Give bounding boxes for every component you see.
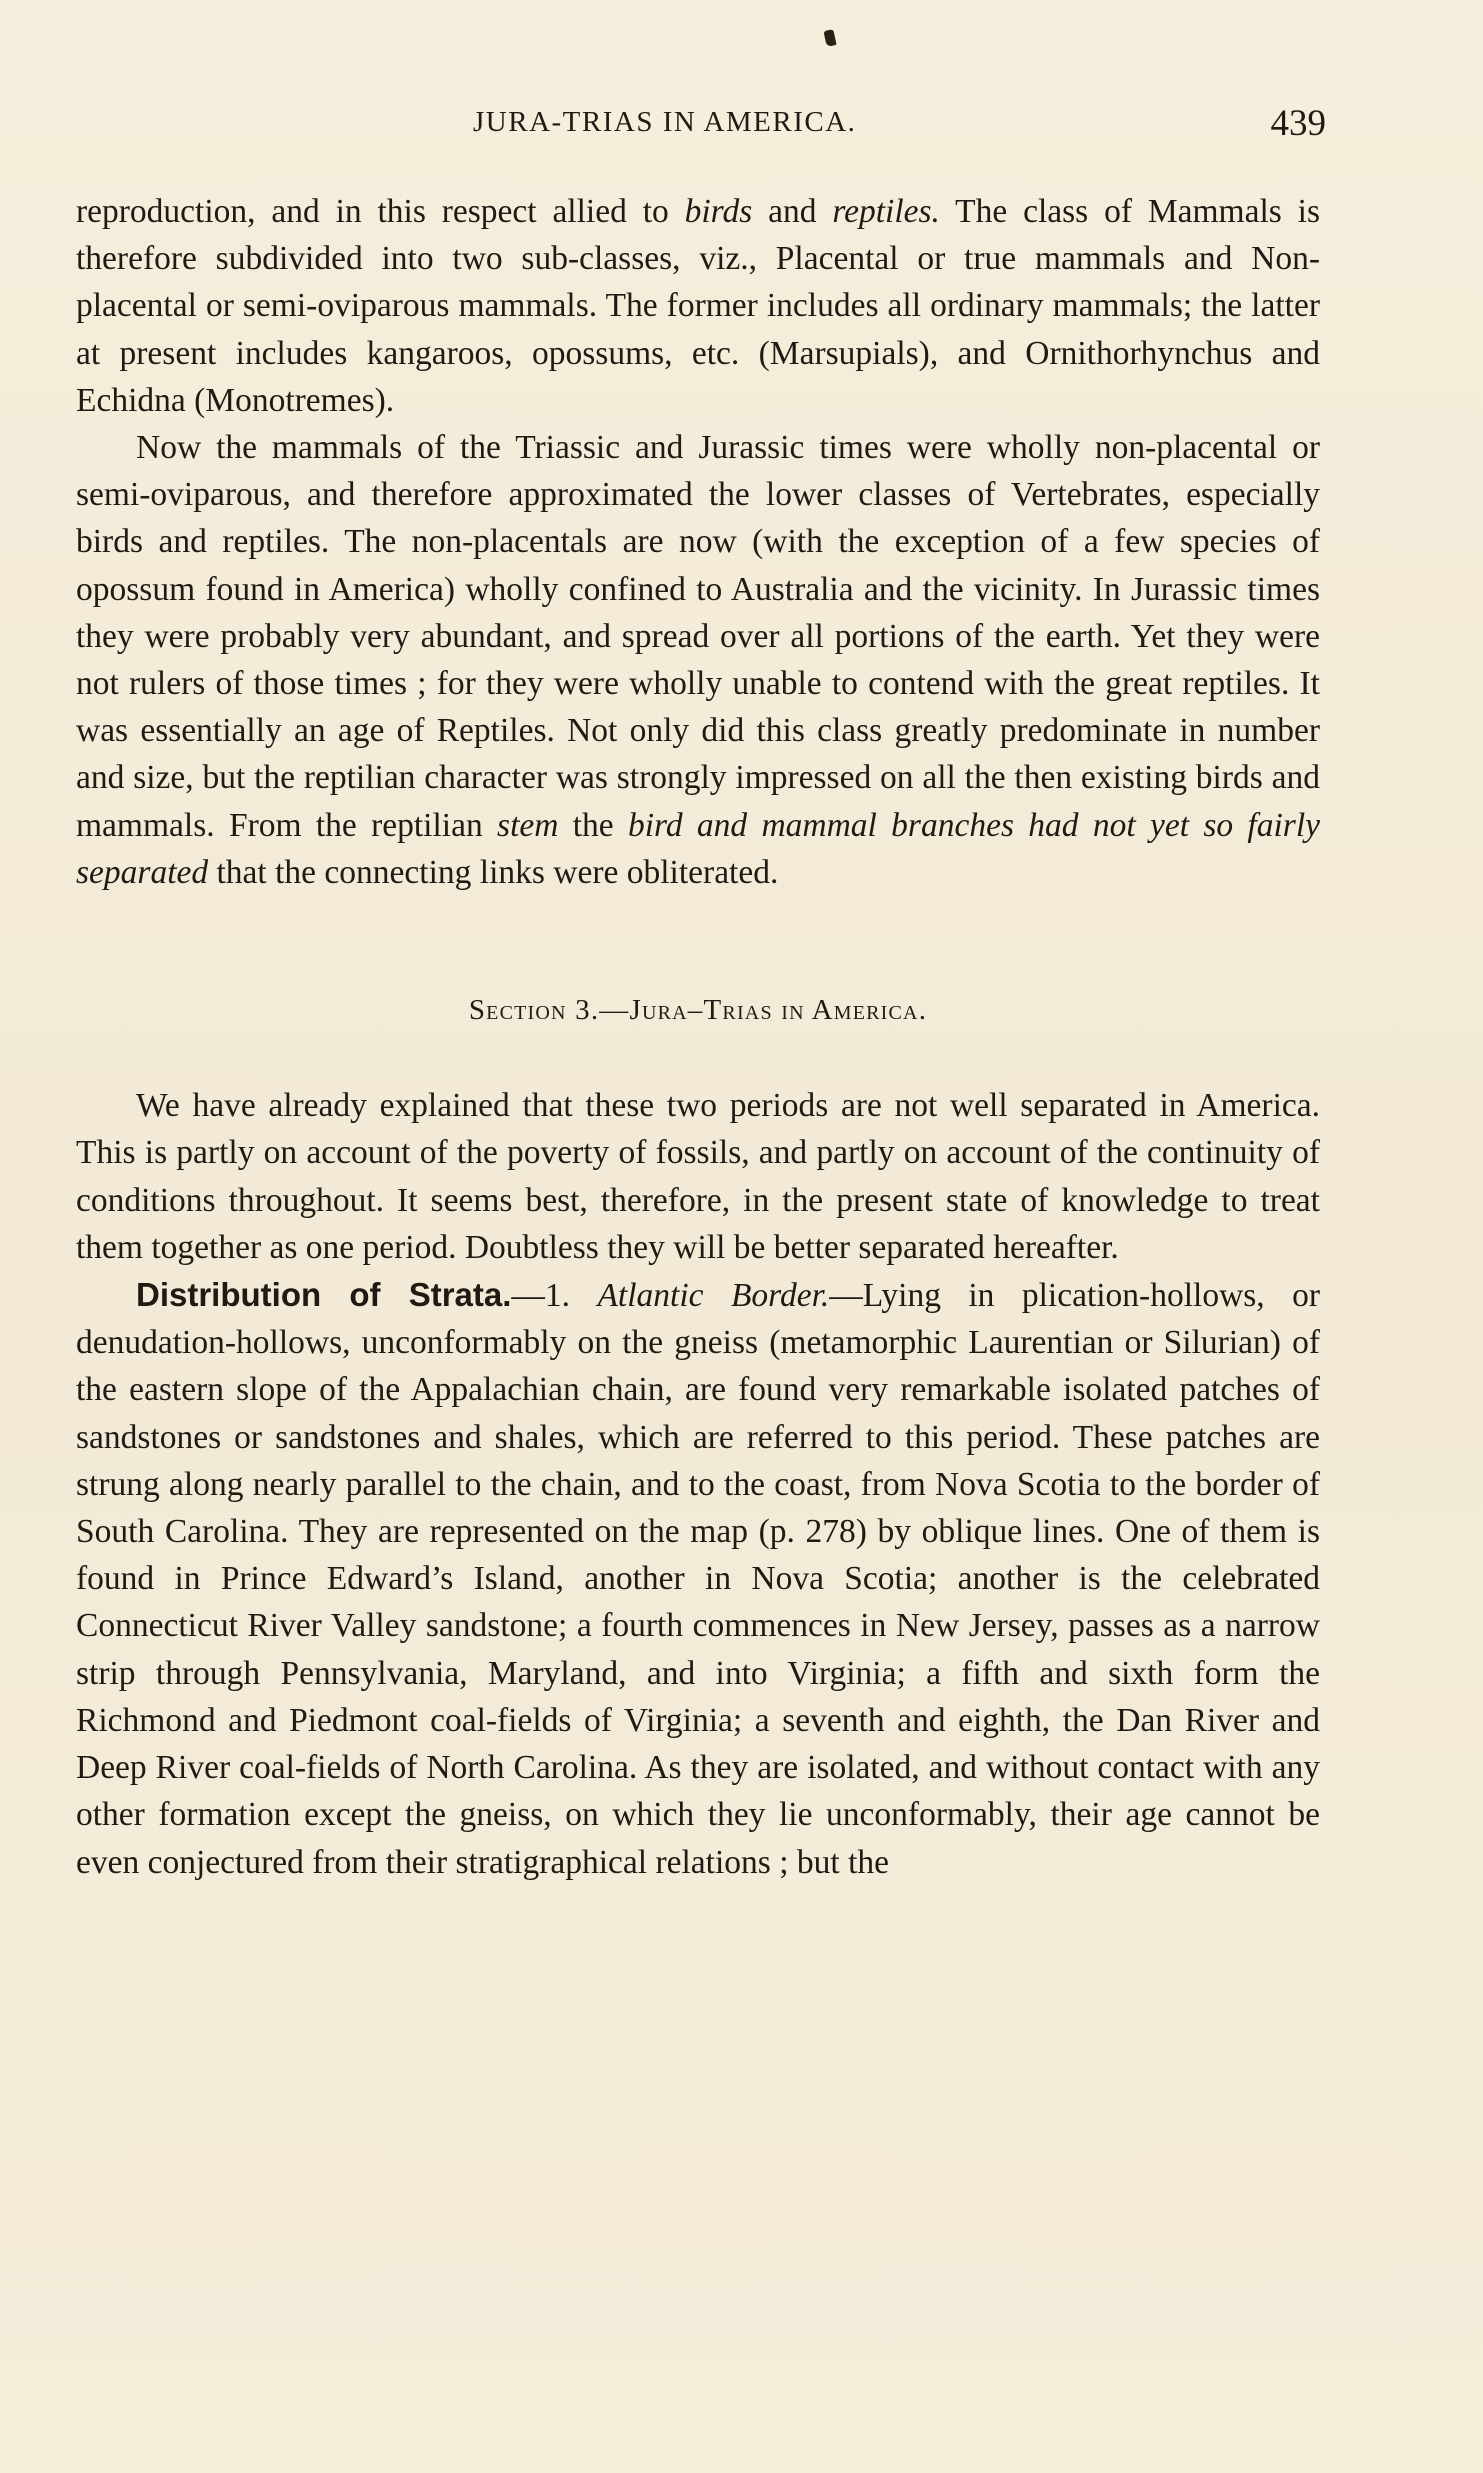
body-text <box>76 188 1320 1886</box>
text-run: and <box>752 193 833 230</box>
running-title: JURA-TRIAS IN AMERICA. <box>473 106 857 138</box>
text-run: the <box>558 806 628 844</box>
italic-run: bird and mammal branches had not yet so fairly separated <box>76 806 1321 891</box>
text-run: The class of Mammals is therefore subdivided into two sub-classes, viz., Placental or true mammals and Non-placental or semi-oviparous mammals. The former includes all ordinary mammals; the latter at present includes kangaroos, opossums, etc. (Marsupials), and Ornithorhynchus and Echidna (Monotremes). <box>76 193 1320 419</box>
paragraph-mammal-classes <box>76 188 1320 424</box>
italic-run: Atlantic Border. <box>597 1277 830 1315</box>
text-run: reproduction, and in this respect allied to <box>76 193 685 230</box>
paragraph-introduction: We have already explained that these two periods are not well separated in America. This is partly on account of the poverty of fossils, and partly on account of the continuity of conditions throughout. It seems best, therefore, in the present state of knowledge to treat them together as one period. Doubtless they will be better separated hereafter. <box>76 1087 1320 1266</box>
ink-mark <box>823 29 836 47</box>
text-run: —1. <box>511 1277 598 1315</box>
run-in-heading: Distribution of Strata. <box>136 1276 512 1314</box>
italic-run: reptiles. <box>832 193 940 230</box>
text-run: that the connecting links were obliterated. <box>208 853 779 891</box>
text-run: Now the mammals of the Triassic and Jurassic times were wholly non-placental or semi-oviparous, and therefore approximated the lower classes of Vertebrates, especially birds and reptiles. The non-placentals are now (with the exception of a few species of opossum found in America) wholly confined to Australia and the vicinity. In Jurassic times they were probably very abundant, and spread over all portions of the earth. Yet they were not rulers of those times ; for they were wholly unable to contend with the great reptiles. It was essentially an age of Reptiles. Not only did this class greatly predominate in number and size, but the reptilian character was strongly impressed on all the then existing birds and mammals. From the reptilian <box>76 429 1320 844</box>
running-head <box>76 102 1326 152</box>
page-number: 439 <box>1270 103 1326 144</box>
paragraph-age-of-reptiles <box>76 424 1320 896</box>
italic-run: stem <box>497 806 559 844</box>
section-heading: Section 3.—Jura–Trias in America. <box>468 994 928 1027</box>
italic-run: birds <box>684 193 753 230</box>
text-run: —Lying in plication-hollows, or denudation-hollows, unconformably on the gneiss (metamorphic Laurentian or Silurian) of the eastern slope of the Appalachian chain, are found very remarkable isolated patches of sandstones or sandstones and shales, which are referred to this period. These patches are strung along nearly parallel to the chain, and to the coast, from Nova Scotia to the border of South Carolina. They are represented on the map (p. 278) by oblique lines. One of them is found in Prince Edward’s Island, another in Nova Scotia; another is the celebrated Connecticut River Valley sandstone; a fourth commences in New Jersey, passes as a narrow strip through Pennsylvania, Maryland, and into Virginia; a fifth and sixth form the Richmond and Piedmont coal-fields of Virginia; a seventh and eighth, the Dan River and Deep River coal-fields of North Carolina. As they are isolated, and without contact with any other formation except the gneiss, on which they lie unconformably, their age cannot be even conjectured from their stratigraphical relations ; but the <box>76 1277 1321 1881</box>
paragraph-distribution-of-strata <box>76 1271 1320 1886</box>
